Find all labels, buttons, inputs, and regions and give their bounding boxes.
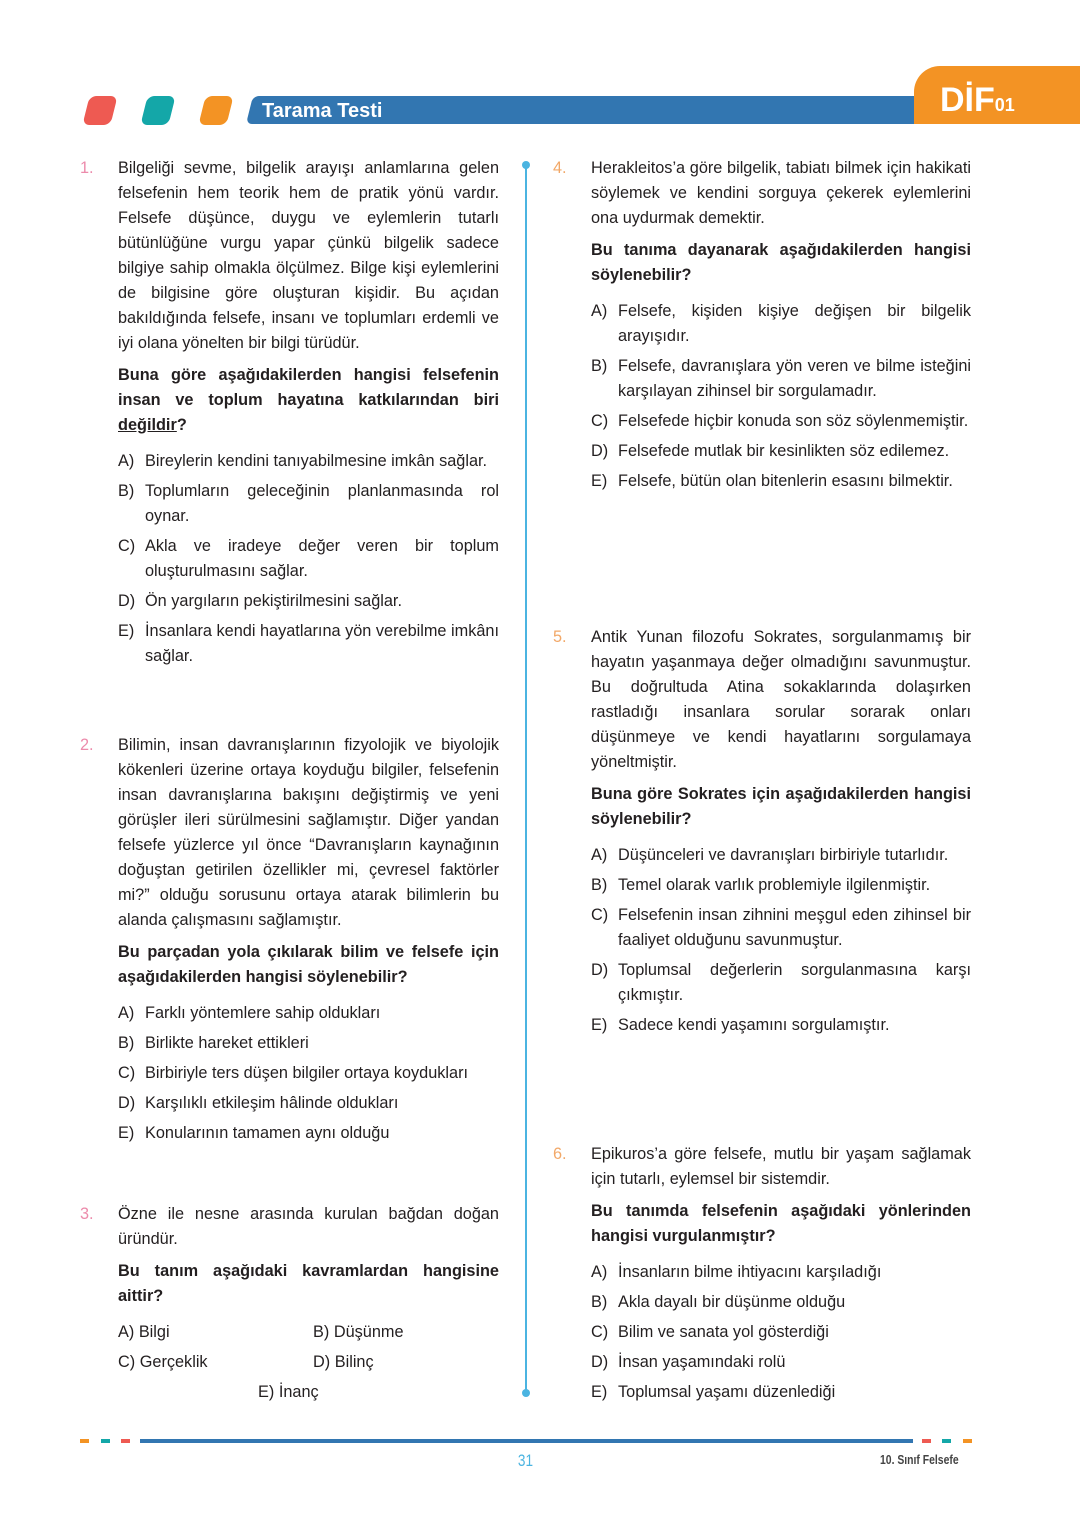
option-key: D) xyxy=(313,1353,331,1371)
option-key: A) xyxy=(591,302,608,320)
option-key: D) xyxy=(591,442,609,460)
question-stem: Epikuros’a göre felsefe, mutlu bir yaşam sağlamak için tutarlı, eylemsel bir sistemdir. xyxy=(591,1145,971,1188)
option-text: Bilgi xyxy=(138,1323,170,1341)
option-key: C) xyxy=(118,1353,136,1371)
question-stem: Özne ile nesne arasında kurulan bağdan doğan üründür. xyxy=(118,1205,499,1248)
option-key: B) xyxy=(118,482,135,500)
option-text: Farklı yöntemlere sahip oldukları xyxy=(145,1004,381,1022)
option-key: A) xyxy=(591,1263,608,1281)
option-key: C) xyxy=(118,1064,136,1082)
option-c[interactable] xyxy=(118,1350,208,1375)
question-3 xyxy=(80,1202,499,1410)
option-key: E) xyxy=(118,1124,135,1142)
question-number: 1. xyxy=(80,159,94,177)
options-grid xyxy=(118,1320,499,1410)
question-stem: Bilimin, insan davranışlarının fizyolojik ve biyolojik kökenleri üzerine ortaya koyduğu bilgiler, felsefenin insan davranışlarına bakışını değiştirmiş ve yeni görüşler ileri sürülmesini sağlamıştır. Diğer yandan felsefe yüzlerce yıl önce “Davranışların kaynağının doğuştan getirilen özellikler mi, çevresel faktörler mi?” olduğu sorusunu ortaya atarak bilimlerin bu alanda çalışmasını sağlamıştır. xyxy=(118,736,499,929)
option-a[interactable] xyxy=(591,1260,971,1285)
divider-dot-bottom xyxy=(522,1389,530,1397)
red-tab-decoration xyxy=(82,96,117,125)
option-e[interactable] xyxy=(118,619,499,669)
option-text: Karşılıklı etkileşim hâlinde oldukları xyxy=(145,1094,399,1112)
question-number: 4. xyxy=(553,159,567,177)
question-number: 6. xyxy=(553,1145,567,1163)
option-a[interactable] xyxy=(591,299,971,349)
option-key: A) xyxy=(591,846,608,864)
option-d[interactable] xyxy=(118,1091,499,1116)
option-text: Toplumsal yaşamı düzenlediği xyxy=(618,1383,836,1401)
question-stem: Antik Yunan filozofu Sokrates, sorgulanmamış bir hayatın yaşanmaya değer olmadığını savunmuştur. Bu doğrultuda Atina sokaklarında dolaşırken rastladığı insanlara sorular sorarak onları düşünmeye ve kendi hayatlarını sorgulamaya yöneltmiştir. xyxy=(591,628,971,771)
option-text: İnanç xyxy=(278,1383,319,1401)
option-key: E) xyxy=(591,1383,608,1401)
option-text: Akla ve iradeye değer veren bir toplum oluşturulmasını sağlar. xyxy=(145,537,499,580)
option-e[interactable] xyxy=(591,1013,971,1038)
option-key: E) xyxy=(591,472,608,490)
option-text: Sadece kendi yaşamını sorgulamıştır. xyxy=(618,1016,890,1034)
option-d[interactable] xyxy=(591,958,971,1008)
column-divider xyxy=(525,165,527,1393)
option-text: Toplumların geleceğinin planlanmasında rol oynar. xyxy=(145,482,499,525)
option-key: B) xyxy=(591,1293,608,1311)
option-key: A) xyxy=(118,1323,135,1341)
question-prompt: Bu tanım aşağıdaki kavramlardan hangisine aittir? xyxy=(118,1262,499,1305)
option-b[interactable] xyxy=(313,1320,404,1345)
option-text: Toplumsal değerlerin sorgulanmasına karşı çıkmıştır. xyxy=(618,961,971,1004)
option-text: Birbiriyle ters düşen bilgiler ortaya koydukları xyxy=(145,1064,469,1082)
question-4 xyxy=(553,156,971,499)
question-number: 2. xyxy=(80,736,94,754)
option-text: Felsefede hiçbir konuda son söz söylenmemiştir. xyxy=(618,412,969,430)
option-c[interactable] xyxy=(591,903,971,953)
option-d[interactable] xyxy=(118,589,499,614)
option-e[interactable] xyxy=(118,1121,499,1146)
badge-number: 01 xyxy=(994,95,1015,115)
option-e[interactable] xyxy=(591,469,971,494)
question-stem: Herakleitos’a göre bilgelik, tabiatı bilmek için hakikati söylemek ve kendini sorguya çekerek eylemlerini ona uydurmak demektir. xyxy=(591,159,971,227)
question-6 xyxy=(553,1142,971,1410)
footer-square xyxy=(963,1439,972,1443)
prompt-end: ? xyxy=(176,416,187,434)
option-b[interactable] xyxy=(118,479,499,529)
option-d[interactable] xyxy=(313,1350,374,1375)
option-d[interactable] xyxy=(591,439,971,464)
option-a[interactable] xyxy=(591,843,971,868)
option-text: İnsan yaşamındaki rolü xyxy=(618,1353,786,1371)
option-text: Bireylerin kendini tanıyabilmesine imkân sağlar. xyxy=(145,452,488,470)
option-d[interactable] xyxy=(591,1350,971,1375)
option-text: Düşünceleri ve davranışları birbiriyle tutarlıdır. xyxy=(618,846,949,864)
option-text: Felsefenin insan zihnini meşgul eden zihinsel bir faaliyet olduğunu savunmuştur. xyxy=(618,906,971,949)
page-number: 31 xyxy=(517,1451,534,1470)
option-text: Temel olarak varlık problemiyle ilgilenmiştir. xyxy=(618,876,931,894)
option-b[interactable] xyxy=(591,354,971,404)
option-key: E) xyxy=(591,1016,608,1034)
question-prompt: Bu tanımda felsefenin aşağıdaki yönlerinden hangisi vurgulanmıştır? xyxy=(591,1202,971,1245)
options xyxy=(591,1260,971,1405)
option-text: Bilim ve sanata yol gösterdiği xyxy=(618,1323,829,1341)
option-key: C) xyxy=(591,412,609,430)
option-e[interactable] xyxy=(591,1380,971,1405)
option-text: Bilinç xyxy=(334,1353,374,1371)
option-key: E) xyxy=(258,1383,275,1401)
option-key: D) xyxy=(591,961,609,979)
option-text: Felsefe, bütün olan bitenlerin esasını bilmektir. xyxy=(618,472,953,490)
footer-bar xyxy=(140,1439,913,1443)
prompt-negation: değildir xyxy=(118,416,177,434)
option-b[interactable] xyxy=(591,1290,971,1315)
option-key: D) xyxy=(591,1353,609,1371)
option-key: B) xyxy=(118,1034,135,1052)
option-text: Felsefe, davranışlara yön veren ve bilme isteğini karşılayan zihinsel bir sorgulamadır. xyxy=(618,357,971,400)
option-key: B) xyxy=(591,876,608,894)
question-prompt: Buna göre Sokrates için aşağıdakilerden hangisi söylenebilir? xyxy=(591,785,971,828)
option-c[interactable] xyxy=(591,1320,971,1345)
option-text: Akla dayalı bir düşünme olduğu xyxy=(618,1293,846,1311)
option-text: Konularının tamamen aynı olduğu xyxy=(145,1124,390,1142)
question-5 xyxy=(553,625,971,1043)
options xyxy=(118,1001,499,1146)
options xyxy=(118,449,499,669)
question-number: 5. xyxy=(553,628,567,646)
footer-square xyxy=(121,1439,130,1443)
dif-badge-label xyxy=(940,80,1015,125)
option-b[interactable] xyxy=(591,873,971,898)
footer-square xyxy=(101,1439,110,1443)
footer-square xyxy=(942,1439,951,1443)
option-key: B) xyxy=(591,357,608,375)
option-text: Düşünme xyxy=(333,1323,404,1341)
prompt-text: Buna göre aşağıdakilerden hangisi felsefenin insan ve toplum hayatına katkılarından biri xyxy=(118,366,499,409)
question-number: 3. xyxy=(80,1205,94,1223)
teal-tab-decoration xyxy=(140,96,175,125)
option-key: D) xyxy=(118,592,136,610)
question-2 xyxy=(80,733,499,1151)
option-text: Felsefe, kişiden kişiye değişen bir bilgelik arayışıdır. xyxy=(618,302,971,345)
options xyxy=(591,843,971,1038)
divider-dot-top xyxy=(522,161,530,169)
badge-main: DİF xyxy=(940,81,995,119)
question-stem: Bilgeliği sevme, bilgelik arayışı anlamlarına gelen felsefenin hem teorik hem de pratik yönü vardır. Felsefe düşünce, duygu ve eylemlerin tutarlı bütünlüğüne vurgu yapar çünkü bilgelik sadece bilgiye sahip olmakla ölçülmez. Bilge kişi eylemlerini de bilgisine göre oluşturan kişidir. Bu açıdan bakıldığında felsefe, insanı ve toplumları erdemli ve iyi olana yönelten bir bilgi türüdür. xyxy=(118,159,499,352)
option-c[interactable] xyxy=(118,1061,499,1086)
question-prompt xyxy=(118,363,499,438)
option-a[interactable] xyxy=(118,449,499,474)
options xyxy=(591,299,971,494)
orange-tab-decoration xyxy=(198,96,233,125)
question-prompt: Bu parçadan yola çıkılarak bilim ve felsefe için aşağıdakilerden hangisi söylenebilir? xyxy=(118,943,499,986)
option-text: Felsefede mutlak bir kesinlikten söz edilemez. xyxy=(618,442,950,460)
option-key: C) xyxy=(591,1323,609,1341)
option-text: İnsanların bilme ihtiyacını karşıladığı xyxy=(618,1263,882,1281)
option-c[interactable] xyxy=(118,534,499,584)
option-key: C) xyxy=(591,906,609,924)
option-text: Birlikte hareket ettikleri xyxy=(145,1034,309,1052)
option-a[interactable] xyxy=(118,1001,499,1026)
option-key: E) xyxy=(118,622,135,640)
option-text: Ön yargıların pekiştirilmesini sağlar. xyxy=(145,592,402,610)
option-c[interactable] xyxy=(591,409,971,434)
page-title: Tarama Testi xyxy=(262,100,383,122)
option-b[interactable] xyxy=(118,1031,499,1056)
option-key: D) xyxy=(118,1094,136,1112)
option-e[interactable] xyxy=(258,1380,319,1405)
option-text: İnsanlara kendi hayatlarına yön verebilme imkânı sağlar. xyxy=(145,622,499,665)
footer-square xyxy=(922,1439,931,1443)
book-title: 10. Sınıf Felsefe xyxy=(880,1452,959,1467)
option-key: B) xyxy=(313,1323,330,1341)
option-key: A) xyxy=(118,1004,135,1022)
option-text: Gerçeklik xyxy=(139,1353,208,1371)
footer-square xyxy=(80,1439,89,1443)
option-a[interactable] xyxy=(118,1320,170,1345)
question-prompt: Bu tanıma dayanarak aşağıdakilerden hangisi söylenebilir? xyxy=(591,241,971,284)
question-1 xyxy=(80,156,499,674)
option-key: A) xyxy=(118,452,135,470)
option-key: C) xyxy=(118,537,136,555)
